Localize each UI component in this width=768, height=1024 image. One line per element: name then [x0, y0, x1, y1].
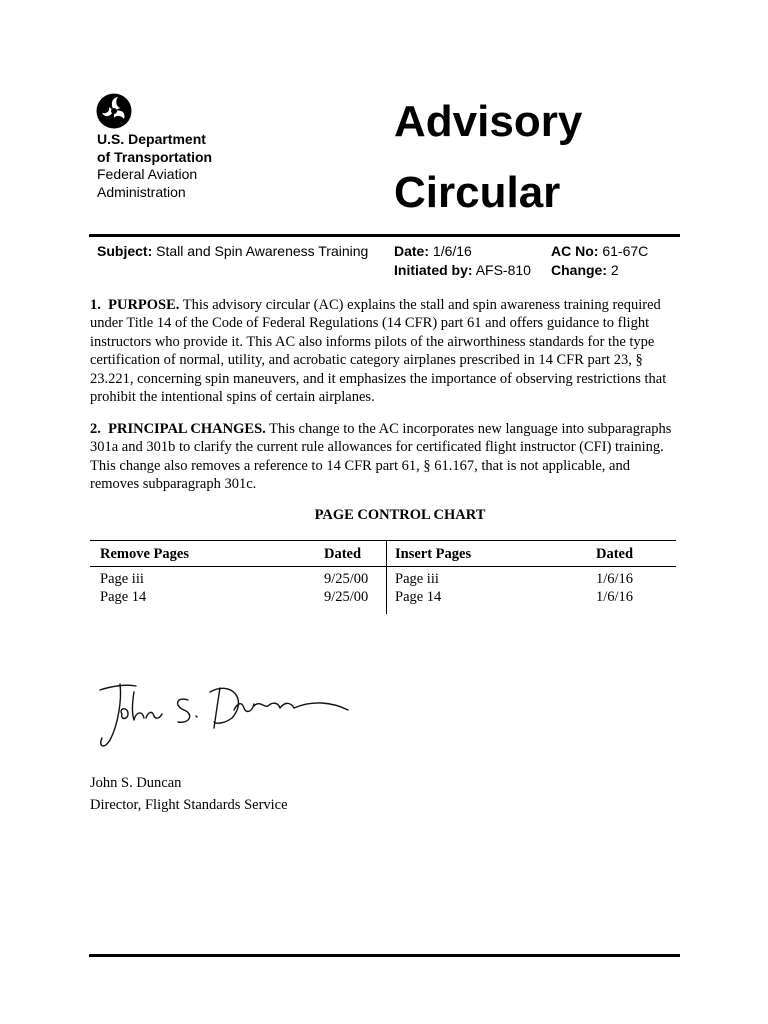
handwritten-signature [92, 670, 354, 756]
ac-number-label: AC No: [551, 243, 599, 259]
principal-changes-paragraph [90, 420, 680, 494]
subject-value: Stall and Spin Awareness Training [156, 243, 369, 259]
initiated-value: AFS-810 [475, 262, 531, 278]
dept-line-2: of Transportation [97, 148, 213, 165]
purpose-paragraph [90, 296, 680, 406]
principal-changes-text: This change to the AC incorporates new language into subparagraphs 301a and 301b to clarify the current rule allowances for certificated flight instructor (CFI) training. This change also removes a reference to 14 CFR part 61, § 61.167, that is not applicable, and removes subparagraph 301c. [90, 421, 672, 493]
col-header-remove-pages: Remove Pages [100, 546, 189, 562]
table-column-divider [386, 540, 387, 614]
doc-title-line-1: Advisory [394, 97, 583, 146]
footer-rule [89, 954, 680, 957]
table-cell: 1/6/16 [596, 589, 634, 605]
change-value: 2 [610, 262, 619, 278]
ac-number-field [551, 242, 648, 261]
signer-title: Director, Flight Standards Service [90, 797, 288, 813]
dept-line-1: U.S. Department [97, 131, 206, 147]
table-cell: Page 14 [100, 589, 147, 605]
purpose-text: This advisory circular (AC) explains the stall and spin awareness training required under Title 14 of the Code of Federal Regulations (14 CFR) part 61 and offers guidance to flight instructors who provide it. This AC also informs pilots of the airworthiness standards for the type certification of normal, utility, and acrobatic category airplanes prescribed in 14 CFR part 23, § 23.221, concerning spin maneuvers, and it emphasizes the importance of observing restrictions that prohibit the intentional spins of certain airplanes. [90, 297, 667, 406]
page-control-chart-title: PAGE CONTROL CHART [314, 507, 486, 523]
initiated-label: Initiated by: [394, 262, 473, 278]
principal-changes-heading: 2. PRINCIPAL CHANGES. [90, 421, 266, 437]
col-header-remove-dated: Dated [324, 546, 362, 562]
date-value: 1/6/16 [432, 243, 472, 259]
col-header-insert-dated: Dated [596, 546, 634, 562]
doc-title-line-2: Circular [394, 168, 561, 217]
table-header-rule [90, 566, 676, 567]
purpose-heading: 1. PURPOSE. [90, 297, 180, 313]
subject-field [97, 242, 368, 261]
table-cell: 9/25/00 [324, 571, 369, 587]
agency-line-1: Federal Aviation [97, 166, 198, 182]
initiated-field [394, 261, 531, 280]
ac-number-value: 61-67C [602, 243, 649, 259]
table-cell: Page 14 [395, 589, 442, 605]
table-cell: 1/6/16 [596, 571, 634, 587]
signer-block [90, 772, 288, 816]
table-cell: 9/25/00 [324, 589, 369, 605]
header-rule [89, 234, 680, 237]
change-label: Change: [551, 262, 607, 278]
subject-label: Subject: [97, 243, 153, 259]
department-block [97, 131, 212, 201]
table-cell: Page iii [100, 571, 144, 587]
change-field [551, 261, 619, 280]
table-cell: Page iii [395, 571, 439, 587]
agency-line-2: Administration [97, 183, 186, 200]
signer-name: John S. Duncan [90, 775, 182, 791]
date-field [394, 242, 472, 261]
dot-triskelion-icon [96, 93, 132, 129]
col-header-insert-pages: Insert Pages [395, 546, 472, 562]
table-top-rule [90, 540, 676, 541]
date-label: Date: [394, 243, 430, 259]
